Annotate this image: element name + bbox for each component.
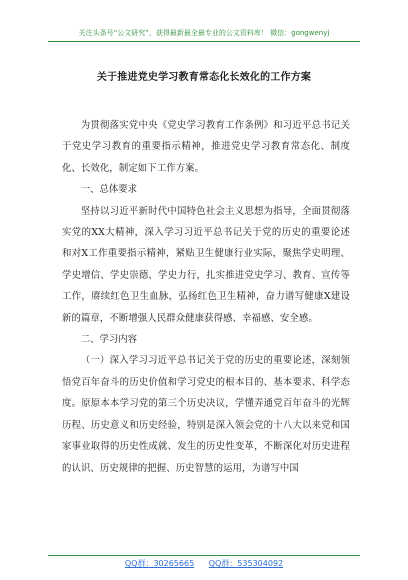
- section-paragraph-study-content: （一）深入学习习近平总书记关于党的历史的重要论述，深刻领悟党百年奋斗的历史价值和学习党史的根本目的、基本要求、科学态度。原原本本学习党的第三个历史决议，学懂弄通党百年奋斗的光辉历程、历史意义和历史经验，特别是深入领会党的十八大以来党和国家事业取得的历史性成就、发生的历史性变革，不断深化对历史进程的认识、历史规律的把握、历史智慧的运用，为谱写中国: [62, 355, 350, 474]
- footer-qq-group-2[interactable]: QQ群：535304092: [208, 559, 284, 568]
- footer-divider: [48, 555, 360, 556]
- intro-paragraph: 为贯彻落实党中央《党史学习教育工作条例》和习近平总书记关于党史学习教育的重要指示精神，推进党史学习教育常态化、制度化、长效化，制定如下工作方案。: [62, 120, 350, 174]
- section-paragraph-general-requirements: 坚持以习近平新时代中国特色社会主义思想为指导，全面贯彻落实党的XX大精神，深入学习习近平总书记关于党的历史的重要论述和对X工作重要指示精神，紧贴卫生健康行业实际，聚焦学史明理、学史增信、学史崇德、学史力行，扎实推进党史学习、教育、宣传等工作，赓续红色卫生血脉，弘扬红色卫生精神，奋力谱写健康X建设新的篇章，不断增强人民群众健康获得感、幸福感、安全感。: [62, 205, 350, 324]
- document-body: [62, 115, 350, 479]
- footer: [48, 558, 360, 569]
- header-banner: 关注头条号“公文研究”，获得最新最全最专业的公文资料库！ 微信：gongwenyj: [78, 29, 330, 37]
- document-title: 关于推进党史学习教育常态化长效化的工作方案: [96, 72, 312, 83]
- section-heading-study-content: 二、学习内容: [80, 334, 138, 346]
- header-divider: [48, 41, 360, 42]
- footer-qq-group-1[interactable]: QQ群：30265665: [124, 559, 195, 568]
- section-heading-general-requirements: 一、总体要求: [80, 184, 138, 196]
